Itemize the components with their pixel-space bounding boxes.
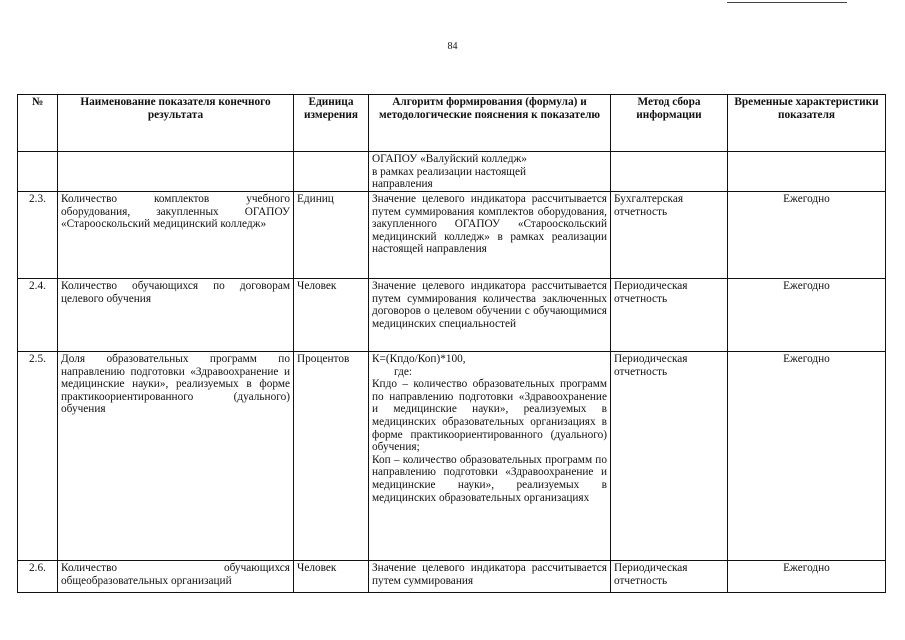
cell-algorithm xyxy=(369,352,611,561)
table-row xyxy=(18,279,886,352)
cell-algorithm: Значение целевого индикатора рассчитывается путем суммирования xyxy=(369,561,611,593)
cell-num: 2.6. xyxy=(18,561,58,593)
cell-method xyxy=(611,152,728,192)
cell-timing xyxy=(728,152,886,192)
cell-method: Бухгалтерская отчетность xyxy=(611,192,728,279)
cell-timing: Ежегодно xyxy=(728,279,886,352)
cell-num xyxy=(18,152,58,192)
header-algorithm: Алгоритм формирования (формула) и методологические пояснения к показателю xyxy=(369,95,611,152)
cell-method: Периодическая отчетность xyxy=(611,561,728,593)
formula-definition: Кпдо – количество образовательных программ по направлению подготовки «Здравоохранение и медицинские науки», реализуемых в медицинских образовательных организациях в форме практикоориентированного (дуального) обучения; xyxy=(372,378,607,454)
formula-definition: Коп – количество образовательных программ по направлению подготовки «Здравоохранение и медицинские науки», реализуемых в медицинских образовательных организациях xyxy=(372,453,607,504)
cell-num: 2.5. xyxy=(18,352,58,561)
table-row xyxy=(18,352,886,561)
algorithm-line: ОГАПОУ «Валуйский колледж» xyxy=(372,153,527,165)
cell-num: 2.3. xyxy=(18,192,58,279)
cell-unit: Человек xyxy=(294,561,369,593)
cell-name: Количество обучающихся общеобразовательных организаций xyxy=(58,561,294,593)
cell-name: Количество комплектов учебного оборудования, закупленных ОГАПОУ «Старооскольский медицинский колледж» xyxy=(58,192,294,279)
algorithm-line: в рамках реализации настоящей xyxy=(372,165,527,178)
header-timing: Временные характеристики показателя xyxy=(728,95,886,152)
cell-name xyxy=(58,152,294,192)
formula-where: где: xyxy=(394,365,412,378)
cell-unit xyxy=(294,152,369,192)
header-method: Метод сбора информации xyxy=(611,95,728,152)
formula: К=(Кпдо/Коп)*100, xyxy=(372,353,466,365)
cell-name: Количество обучающихся по договорам целевого обучения xyxy=(58,279,294,352)
scan-mark xyxy=(727,2,847,3)
cell-method: Периодическая отчетность xyxy=(611,352,728,561)
header-name: Наименование показателя конечного результата xyxy=(58,95,294,152)
table-row-continuation xyxy=(18,152,886,192)
cell-unit: Процентов xyxy=(294,352,369,561)
table-row xyxy=(18,192,886,279)
table-row xyxy=(18,561,886,593)
cell-name: Доля образовательных программ по направлению подготовки «Здравоохранение и медицинские науки», реализуемых в форме практикоориентированного (дуального) обучения xyxy=(58,352,294,561)
cell-timing: Ежегодно xyxy=(728,192,886,279)
cell-algorithm: Значение целевого индикатора рассчитывается путем суммирования количества заключенных договоров о целевом обучении с обучающимися медицинских специальностей xyxy=(369,279,611,352)
cell-method: Периодическая отчетность xyxy=(611,279,728,352)
cell-unit: Единиц xyxy=(294,192,369,279)
header-unit: Единица измерения xyxy=(294,95,369,152)
cell-num: 2.4. xyxy=(18,279,58,352)
cell-timing: Ежегодно xyxy=(728,561,886,593)
cell-unit: Человек xyxy=(294,279,369,352)
cell-algorithm xyxy=(369,152,611,192)
cell-timing: Ежегодно xyxy=(728,352,886,561)
page-number: 84 xyxy=(447,41,458,52)
cell-algorithm: Значение целевого индикатора рассчитывается путем суммирования комплектов оборудования, закупленного ОГАПОУ «Старооскольский медицинский колледж» в рамках реализации настоящей направления xyxy=(369,192,611,279)
indicators-table xyxy=(17,94,886,593)
algorithm-line: направления xyxy=(372,178,433,191)
header-num: № xyxy=(18,95,58,152)
table-header-row xyxy=(18,95,886,152)
